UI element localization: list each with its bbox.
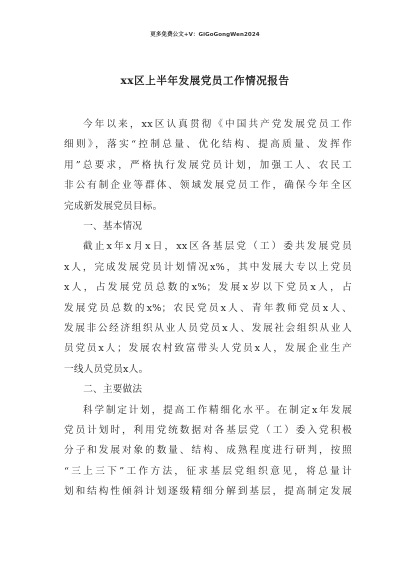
intro-line: 今年以来，xx区认真贯彻《中国共产党发展党员工作 [83, 119, 352, 130]
intro-line: 用”总要求，严格执行发展党员计划，加强工人、农民工 [64, 159, 352, 171]
section2-line: 分子和发展对象的数量、结构、成熟程度进行研判，按照 [64, 445, 352, 457]
section1-paragraph [64, 237, 352, 380]
section1-line: 截止x年x月x日，xx区各基层党（工）委共发展党员 [83, 241, 352, 253]
section1-line: x人，占发展党员总数的x%；发展x岁以下党员x人，占 [64, 282, 352, 294]
section1-line: 员党员x人；发展农村致富带头人党员x人，发展企业生产 [64, 343, 352, 355]
intro-line: 完成新发展党员目标。 [64, 200, 163, 212]
intro-line: 非公有制企业等群体、领域发展党员工作，确保今年全区 [64, 180, 352, 192]
section2-line: “三上三下”工作方法，征求基层党组织意见，将总量计 [64, 465, 352, 477]
intro-line: 细则》，落实“控制总量、优化结构、提高质量、发挥作 [64, 139, 352, 151]
section2-line: 科学制定计划，提高工作精细化水平。在制定x年发展 [83, 404, 352, 416]
section2-line: 划和结构性倾斜计划逐级精细分解到基层，提高制定发展 [64, 486, 352, 498]
section2-line: 党员计划时，利用党统数据对各基层党（工）委入党积极 [64, 424, 352, 436]
section1-line: 一线人员党员x人。 [64, 363, 149, 375]
section1-line: 发展党员总数的x%；农民党员x人、青年教师党员x人、 [64, 302, 352, 314]
section2-paragraph [64, 401, 352, 503]
watermark-text: 更多免费公文+V：GiGoGongWen2024 [150, 32, 260, 38]
section1-line: 发展非公经济组织从业人员党员x人、发展社会组织从业人 [64, 322, 352, 334]
section-heading-basic: 一、基本情况 [83, 220, 143, 232]
document-body [64, 115, 352, 502]
section1-line: x人，完成发展党员计划情况x%，其中发展大专以上党员 [64, 261, 352, 273]
intro-paragraph [64, 115, 352, 217]
document-title: xx区上半年发展党员工作情况报告 [120, 75, 290, 87]
section-heading-practices: 二、主要做法 [83, 384, 143, 396]
